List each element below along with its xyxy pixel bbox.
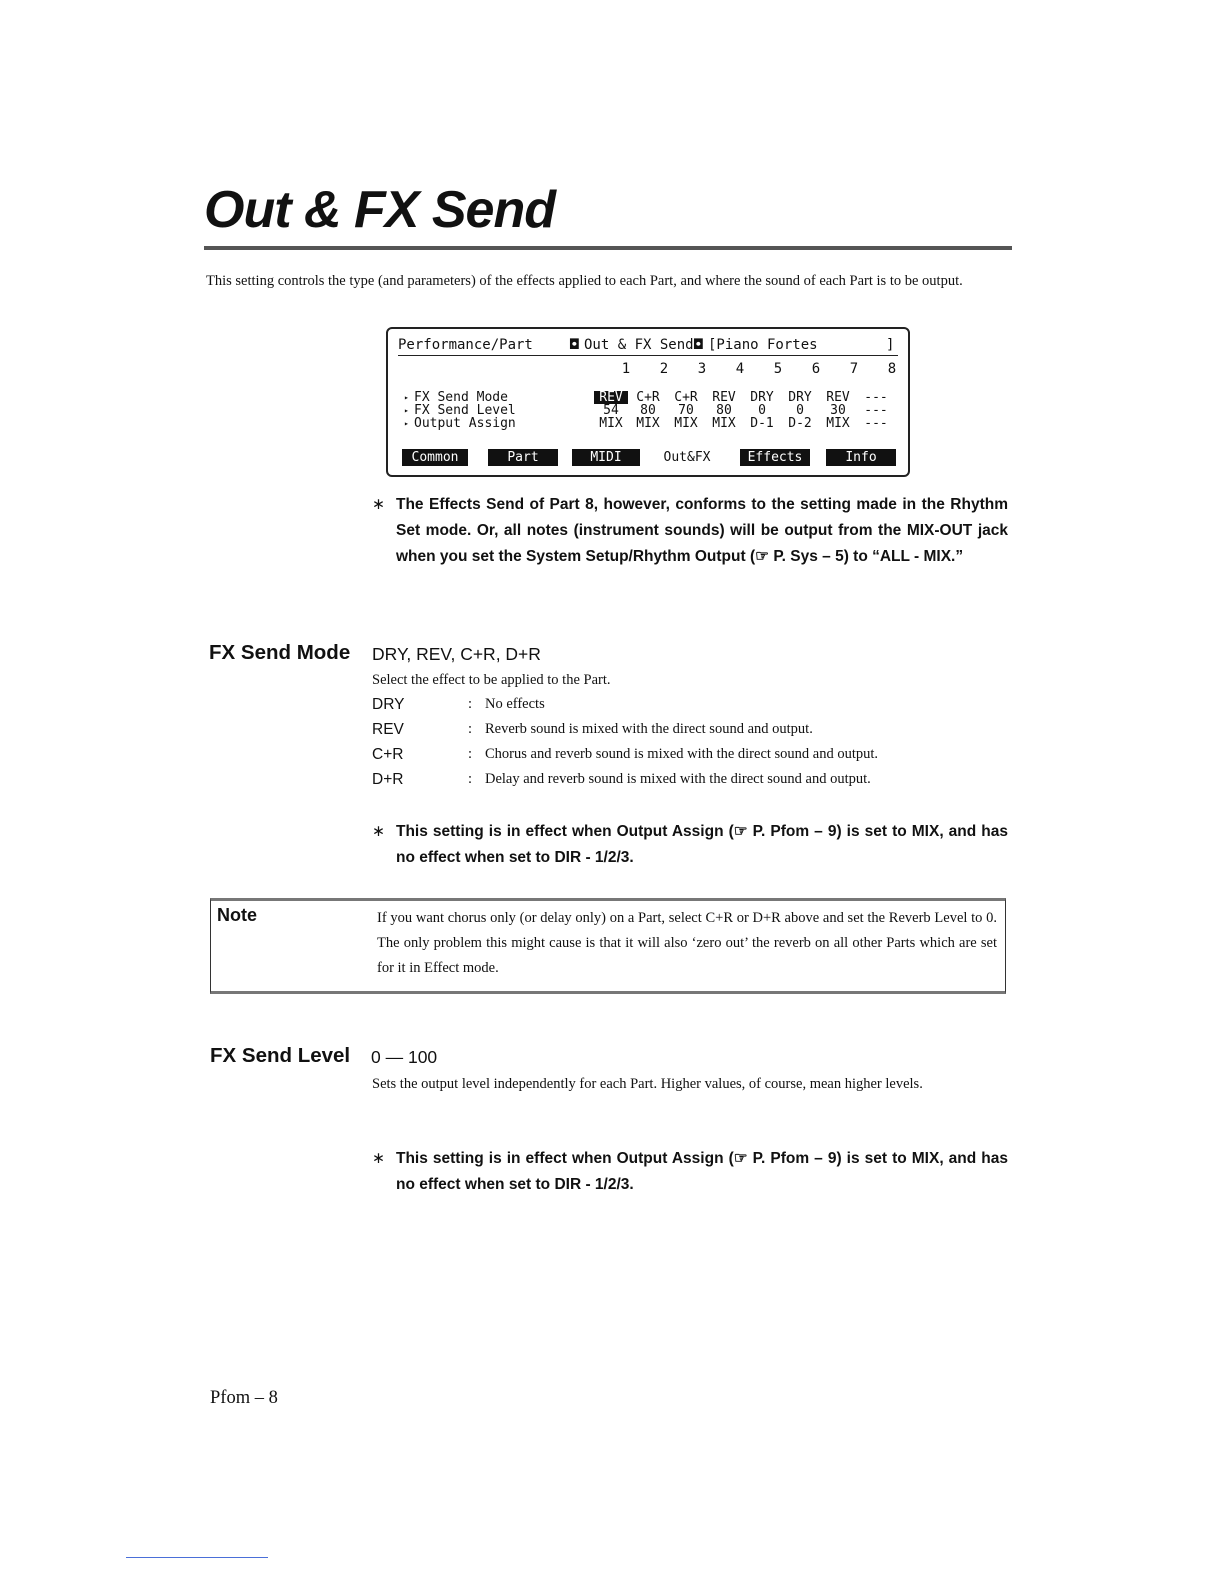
- lcd-patch-close: ]: [886, 337, 895, 353]
- lcd-row-label: FX Send Level: [414, 403, 516, 418]
- row-arrow-icon: ▸: [404, 419, 409, 428]
- lcd-row-label: Output Assign: [414, 416, 516, 431]
- option-term: DRY: [372, 696, 405, 713]
- lcd-value-cell[interactable]: C+R: [636, 390, 660, 405]
- fx-send-mode-heading: FX Send Mode: [209, 641, 351, 664]
- part-number: 6: [811, 361, 821, 377]
- row-arrow-icon: ▸: [404, 393, 409, 402]
- lcd-value-cell[interactable]: DRY: [788, 390, 812, 405]
- asterisk-icon: ∗: [372, 1150, 385, 1167]
- option-description: Reverb sound is mixed with the direct sound and output.: [485, 721, 813, 737]
- lcd-value-cell[interactable]: 70: [678, 403, 694, 418]
- asterisk-icon: ∗: [372, 823, 385, 840]
- lcd-value-cell[interactable]: C+R: [674, 390, 698, 405]
- title-rule: [204, 246, 1012, 250]
- lcd-value-cell[interactable]: MIX: [712, 416, 736, 431]
- option-colon: :: [468, 746, 473, 762]
- lcd-value-cell[interactable]: D-2: [788, 416, 812, 431]
- part8-note: [372, 492, 1008, 570]
- lcd-value-cell-selected[interactable]: REV: [594, 391, 628, 404]
- fx-send-mode-note: [372, 819, 1008, 871]
- part-number: 8: [887, 361, 897, 377]
- fx-send-mode-range: DRY, REV, C+R, D+R: [372, 644, 541, 664]
- lcd-value-cell[interactable]: 0: [758, 403, 766, 418]
- page-title: Out & FX Send: [204, 181, 555, 239]
- option-description: Delay and reverb sound is mixed with the direct sound and output.: [485, 771, 871, 787]
- fx-send-level-note: [372, 1146, 1008, 1198]
- lcd-tab-bar: [402, 449, 898, 469]
- lcd-value-cell[interactable]: MIX: [636, 416, 660, 431]
- fx-send-level-range: 0 — 100: [371, 1047, 438, 1067]
- lcd-value-cell[interactable]: REV: [712, 390, 736, 405]
- fx-send-mode-note-text: This setting is in effect when Output Assign (☞ P. Pfom – 9) is set to MIX, and has no effect when set to DIR - 1/2/3.: [396, 823, 1008, 866]
- lcd-value-cell[interactable]: 80: [640, 403, 656, 418]
- option-row: [372, 742, 1012, 767]
- option-row: [372, 717, 1012, 742]
- part-number: 4: [735, 361, 745, 377]
- lcd-value-cell[interactable]: REV: [826, 390, 850, 405]
- lcd-value-cell[interactable]: 0: [796, 403, 804, 418]
- lcd-marker-icon: ◘: [570, 337, 579, 353]
- tab-effects[interactable]: Effects: [740, 449, 810, 466]
- option-colon: :: [468, 721, 473, 737]
- tab-midi[interactable]: MIDI: [572, 449, 640, 466]
- lcd-value-cell[interactable]: D-1: [750, 416, 774, 431]
- intro-paragraph: This setting controls the type (and parameters) of the effects applied to each Part, and where the sound of each Part is to be output.: [206, 273, 963, 289]
- lcd-value-cell: ---: [864, 390, 888, 405]
- option-term: REV: [372, 721, 404, 738]
- lcd-header-underline: [398, 355, 898, 356]
- lcd-value-cell[interactable]: 30: [830, 403, 846, 418]
- option-description: Chorus and reverb sound is mixed with the direct sound and output.: [485, 746, 879, 762]
- lcd-path: Performance/Part: [398, 337, 533, 353]
- lcd-value-cell[interactable]: MIX: [826, 416, 850, 431]
- lcd-value-cell: ---: [864, 416, 888, 431]
- tab-common[interactable]: Common: [402, 449, 468, 466]
- tab-info[interactable]: Info: [826, 449, 896, 466]
- lcd-marker-icon: ◘: [694, 337, 703, 353]
- lcd-row-label: FX Send Mode: [414, 390, 508, 405]
- option-row: [372, 767, 1012, 792]
- option-colon: :: [468, 696, 473, 712]
- fx-send-level-heading: FX Send Level: [210, 1044, 351, 1067]
- footer-rule: [126, 1557, 268, 1558]
- lcd-header: [398, 337, 898, 355]
- tab-out-fx[interactable]: Out&FX: [663, 450, 711, 465]
- option-colon: :: [468, 771, 473, 787]
- fx-send-level-note-text: This setting is in effect when Output Assign (☞ P. Pfom – 9) is set to MIX, and has no effect when set to DIR - 1/2/3.: [396, 1150, 1008, 1193]
- part8-note-text: The Effects Send of Part 8, however, conforms to the setting made in the Rhythm Set mode. Or, all notes (instrument sounds) will be output from the MIX-OUT jack when you set the System Setup/Rhythm Output (☞ P. Sys – 5) to “ALL - MIX.”: [396, 496, 1008, 565]
- lcd-value-cell[interactable]: 54: [603, 403, 619, 418]
- part-number: 7: [849, 361, 859, 377]
- part-number: 2: [659, 361, 669, 377]
- lcd-value-cell[interactable]: 80: [716, 403, 732, 418]
- note-box: [210, 898, 1006, 994]
- tab-part[interactable]: Part: [488, 449, 558, 466]
- part-number: 3: [697, 361, 707, 377]
- note-text: If you want chorus only (or delay only) on a Part, select C+R or D+R above and set the Reverb Level to 0. The only problem this might cause is that it will also ‘zero out’ the reverb on all other Parts which are set for it in Effect mode.: [377, 910, 997, 976]
- part-number: 1: [621, 361, 631, 377]
- row-arrow-icon: ▸: [404, 406, 409, 415]
- fx-send-mode-description: Select the effect to be applied to the Part.: [372, 672, 611, 688]
- option-description: No effects: [485, 696, 545, 712]
- note-title: Note: [217, 905, 257, 925]
- option-row: [372, 692, 1012, 717]
- asterisk-icon: ∗: [372, 496, 385, 513]
- lcd-value-cell[interactable]: DRY: [750, 390, 774, 405]
- option-term: C+R: [372, 746, 404, 763]
- lcd-screen: [386, 327, 910, 477]
- lcd-value-cell[interactable]: MIX: [599, 416, 623, 431]
- lcd-section: Out & FX Send: [584, 337, 694, 353]
- page-number: Pfom – 8: [210, 1388, 278, 1408]
- option-term: D+R: [372, 771, 404, 788]
- lcd-value-cell: ---: [864, 403, 888, 418]
- fx-send-level-description: Sets the output level independently for each Part. Higher values, of course, mean higher levels.: [372, 1076, 923, 1092]
- lcd-value-cell[interactable]: MIX: [674, 416, 698, 431]
- part-number: 5: [773, 361, 783, 377]
- lcd-patch-name: [Piano Fortes: [708, 337, 818, 353]
